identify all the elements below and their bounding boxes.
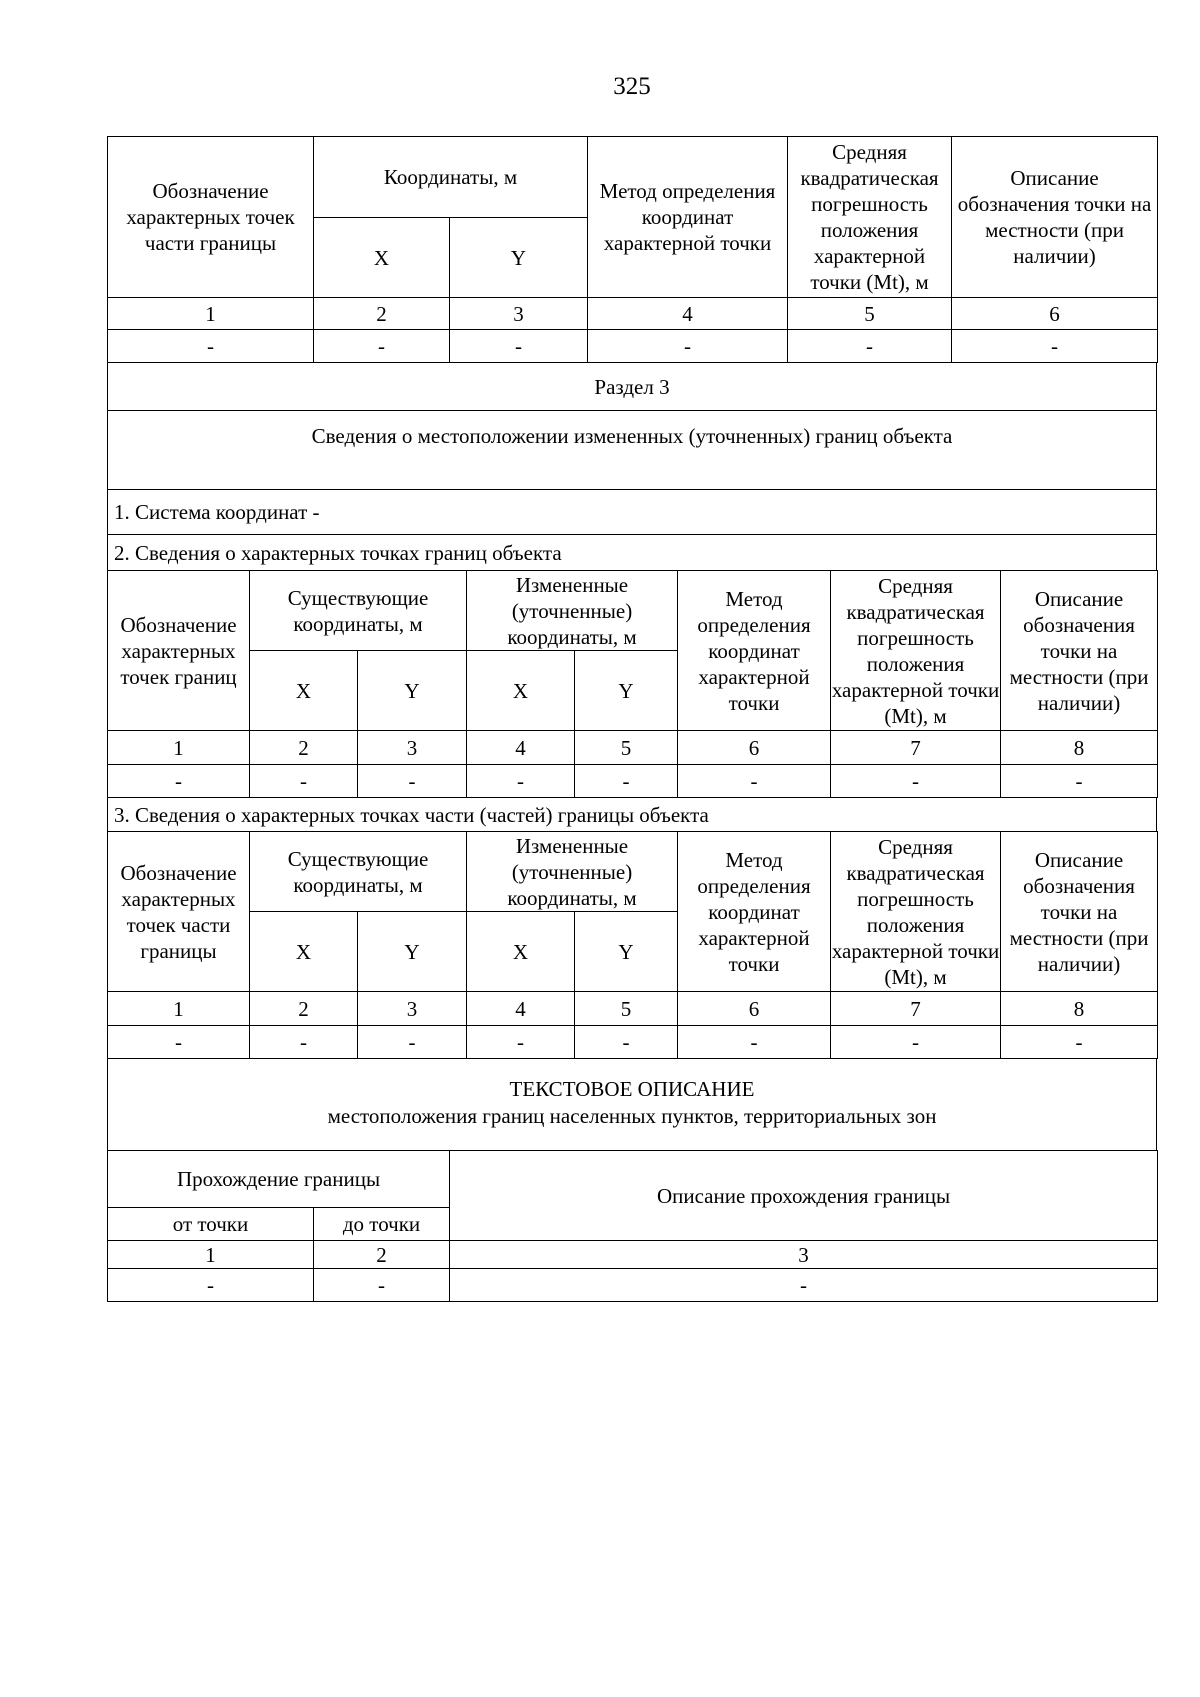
column-number: 4	[467, 731, 575, 765]
col-header-changed-coordinates: Измененные (уточненные) координаты, м	[467, 832, 678, 912]
part-boundary-points-heading: 3. Сведения о характерных точках части (частей) границы объекта	[107, 798, 1157, 832]
column-number: 3	[358, 731, 467, 765]
table-row	[108, 765, 1158, 798]
column-number: 7	[831, 992, 1001, 1026]
coordinate-system-line: 1. Система координат -	[107, 490, 1157, 535]
col-header-method: Метод определения координат характерной точки	[588, 137, 788, 298]
col-header-passage-description: Описание прохождения границы	[450, 1151, 1158, 1241]
col-header-changed-coordinates: Измененные (уточненные) координаты, м	[467, 571, 678, 651]
table-cell: -	[108, 1026, 250, 1059]
table-cell: -	[788, 330, 952, 363]
table-cell: -	[831, 1026, 1001, 1059]
column-number: 1	[108, 731, 250, 765]
col-header-error: Средняя квадратическая погрешность положения характерной точки (Mt), м	[831, 832, 1001, 992]
table-cell: -	[575, 765, 678, 798]
table-cell: -	[678, 1026, 831, 1059]
table-cell: -	[467, 765, 575, 798]
column-number: 5	[575, 992, 678, 1026]
column-number: 2	[250, 992, 358, 1026]
column-numbers-row	[108, 992, 1158, 1026]
table-cell: -	[358, 1026, 467, 1059]
table-cell: -	[1001, 1026, 1158, 1059]
column-number: 1	[108, 298, 314, 330]
text-description-subtitle: местоположения границ населенных пунктов, территориальных зон	[327, 1104, 937, 1128]
column-number: 4	[588, 298, 788, 330]
table-cell: -	[1001, 765, 1158, 798]
table-part-boundary-points	[107, 136, 1158, 363]
column-number: 4	[467, 992, 575, 1026]
col-header-x: X	[314, 218, 450, 298]
column-number: 5	[575, 731, 678, 765]
column-number: 1	[108, 1241, 314, 1269]
table-row	[108, 1269, 1158, 1302]
col-header-y: Y	[575, 651, 678, 731]
column-numbers-row	[108, 1241, 1158, 1269]
table-cell: -	[108, 765, 250, 798]
col-header-y: Y	[358, 651, 467, 731]
section-title: Раздел 3	[107, 363, 1157, 411]
table-cell: -	[358, 765, 467, 798]
column-number: 8	[1001, 992, 1158, 1026]
table-cell: -	[250, 1026, 358, 1059]
col-header-coordinates: Координаты, м	[314, 137, 588, 218]
col-header-x: X	[250, 651, 358, 731]
boundary-points-heading: 2. Сведения о характерных точках границ объекта	[107, 535, 1157, 571]
column-number: 7	[831, 731, 1001, 765]
col-header-description: Описание обозначения точки на местности (при наличии)	[952, 137, 1158, 298]
table-row	[108, 1026, 1158, 1059]
col-header-x: X	[250, 912, 358, 992]
col-header-y: Y	[450, 218, 588, 298]
col-header-designation: Обозначение характерных точек части границы	[108, 137, 314, 298]
column-number: 3	[450, 1241, 1158, 1269]
table-cell: -	[952, 330, 1158, 363]
col-header-from-point: от точки	[108, 1208, 314, 1241]
column-number: 3	[358, 992, 467, 1026]
column-number: 2	[250, 731, 358, 765]
col-header-error: Средняя квадратическая погрешность положения характерной точки (Mt), м	[788, 137, 952, 298]
table-part-points	[107, 831, 1158, 1059]
table-cell: -	[588, 330, 788, 363]
column-number: 8	[1001, 731, 1158, 765]
table-cell: -	[108, 330, 314, 363]
table-cell: -	[314, 330, 450, 363]
column-number: 6	[678, 731, 831, 765]
table-boundary-points	[107, 570, 1158, 798]
col-header-existing-coordinates: Существующие координаты, м	[250, 832, 467, 912]
table-cell: -	[108, 1269, 314, 1302]
col-header-error: Средняя квадратическая погрешность положения характерной точки (Mt), м	[831, 571, 1001, 731]
section-subtitle	[107, 411, 1157, 490]
col-header-designation: Обозначение характерных точек границ	[108, 571, 250, 731]
table-cell: -	[831, 765, 1001, 798]
col-header-y: Y	[575, 912, 678, 992]
text-description-block	[107, 1059, 1157, 1151]
page-number: 325	[613, 73, 651, 100]
col-header-y: Y	[358, 912, 467, 992]
col-header-method: Метод определения координат характерной точки	[678, 832, 831, 992]
document-sheet	[107, 136, 1157, 1302]
table-cell: -	[314, 1269, 450, 1302]
column-number: 2	[314, 298, 450, 330]
text-description-title: ТЕКСТОВОЕ ОПИСАНИЕ	[509, 1077, 755, 1101]
table-cell: -	[575, 1026, 678, 1059]
column-number: 3	[450, 298, 588, 330]
col-header-to-point: до точки	[314, 1208, 450, 1241]
table-row	[108, 330, 1158, 363]
column-number: 5	[788, 298, 952, 330]
col-header-x: X	[467, 912, 575, 992]
col-header-description: Описание обозначения точки на местности (при наличии)	[1001, 832, 1158, 992]
col-header-passage: Прохождение границы	[108, 1151, 450, 1208]
column-number: 6	[952, 298, 1158, 330]
table-cell: -	[250, 765, 358, 798]
col-header-method: Метод определения координат характерной точки	[678, 571, 831, 731]
section-subtitle-text: Сведения о местоположении измененных (уточненных) границ объекта	[311, 424, 953, 448]
table-cell: -	[450, 1269, 1158, 1302]
column-number: 2	[314, 1241, 450, 1269]
col-header-existing-coordinates: Существующие координаты, м	[250, 571, 467, 651]
col-header-x: X	[467, 651, 575, 731]
column-numbers-row	[108, 298, 1158, 330]
col-header-designation: Обозначение характерных точек части границы	[108, 832, 250, 992]
table-cell: -	[467, 1026, 575, 1059]
column-number: 1	[108, 992, 250, 1026]
column-numbers-row	[108, 731, 1158, 765]
table-cell: -	[678, 765, 831, 798]
col-header-description: Описание обозначения точки на местности (при наличии)	[1001, 571, 1158, 731]
table-cell: -	[450, 330, 588, 363]
table-boundary-passage	[107, 1150, 1158, 1302]
column-number: 6	[678, 992, 831, 1026]
